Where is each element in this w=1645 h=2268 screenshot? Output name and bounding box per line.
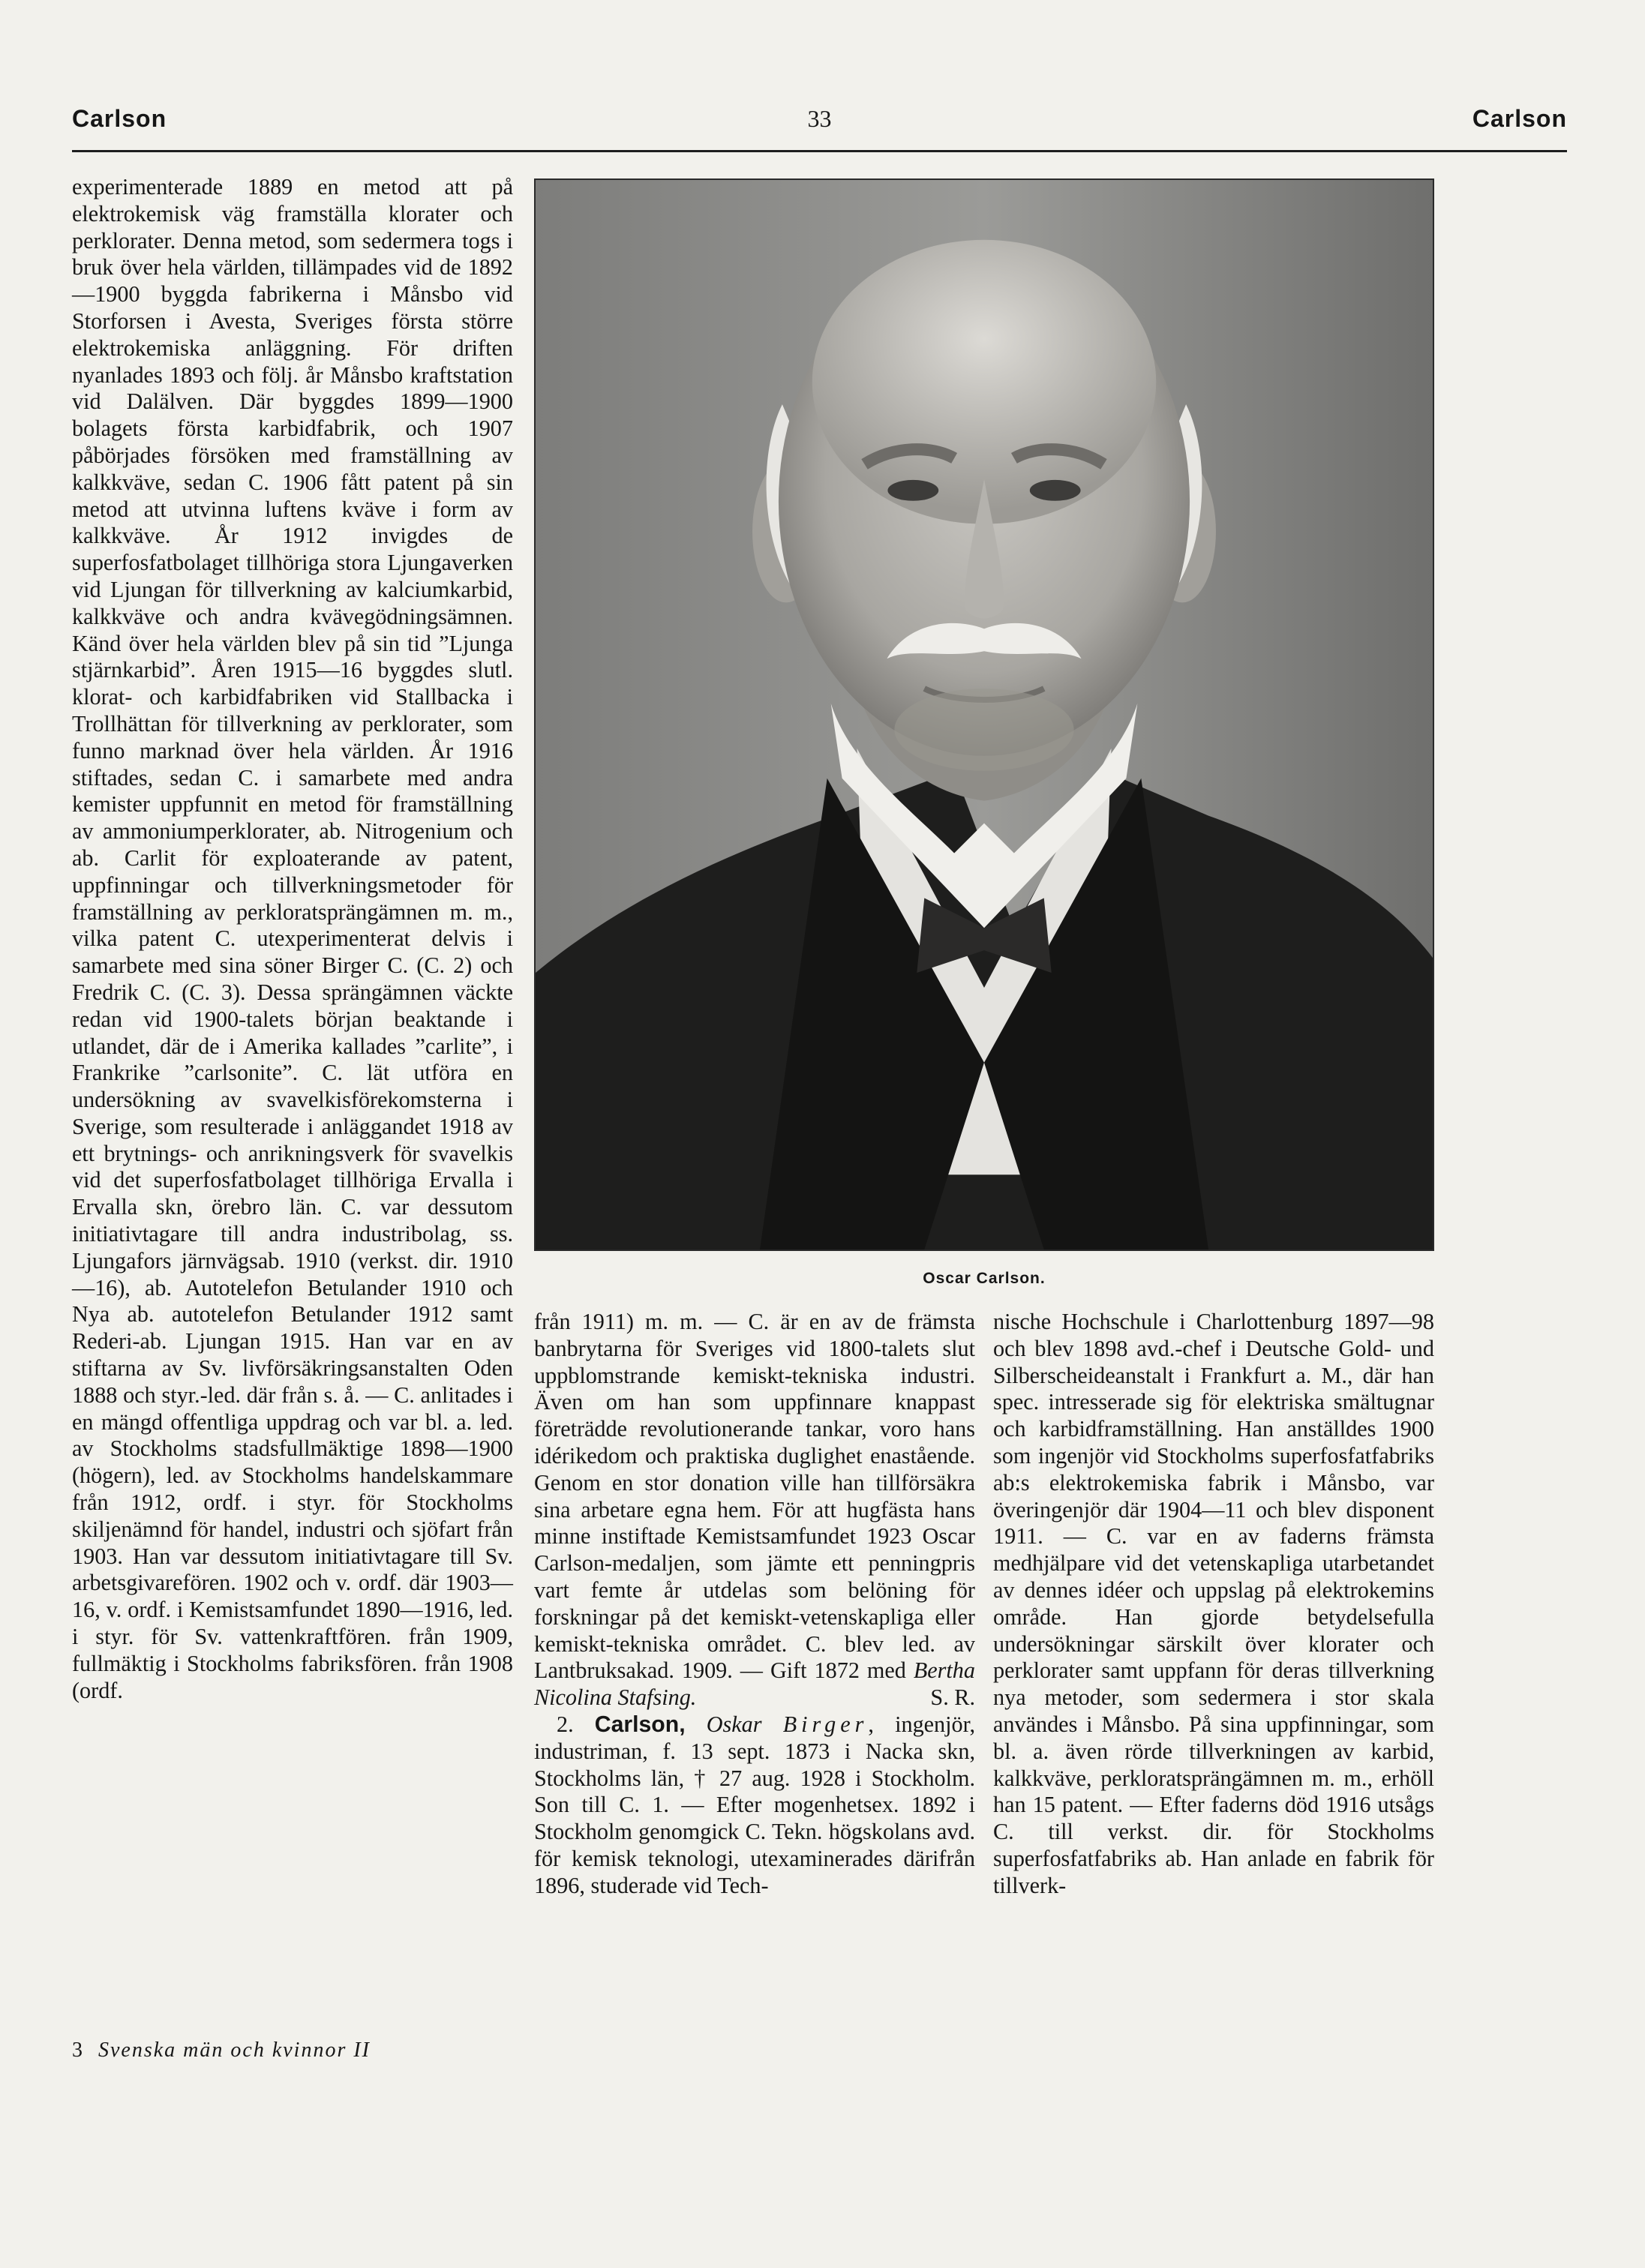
paragraph: nische Hochschule i Charlottenburg 1897—98 och blev 1898 avd.-chef i Deutsche Gold- und Silberscheideanstalt i Frankfurt a. M., där han spec. intresserade sig för elektriska smältugnar och karbidframställning. Han anställdes 1900 som ingenjör vid Stockholms superfosfatfabriks ab:s elektrokemiska fabrik i Månsbo, var överingenjör där 1904—11 och blev disponent 1911. — C. var en av faderns främsta medhjälpare vid det vetenskapliga utarbetandet av dennes idéer och uppslag på elektrokemins område. Han gjorde betydelsefulla undersökningar särskilt över klorater och perklorater samt uppfann för deras tillverkning nya metoder, som sedermera i stor skala användes i Månsbo. På sina uppfinningar, som bl. a. även rörde tillverkningen av karbid, kalkkväve, perkloratsprängämnen m. m., erhöll han 15 patent. — Efter faderns död 1916 utsågs C. till verkst. dir. för Stockholms superfosfatfabriks ab. Han anlade en fabrik för tillverk-: [993, 1309, 1434, 1898]
text-column-right: [993, 1309, 1434, 1900]
sheet-signature: [72, 2038, 371, 2062]
entry-number: 2.: [557, 1711, 574, 1737]
entry-text: , ingenjör, industriman, f. 13 sept. 1873 i Nacka skn, Stockholms län, † 27 aug. 1928 i Stockholm. Son till C. 1. — Efter mogenhetsex. 1892 i Stockholm genomgick C. Tekn. högskolans avd. för kemisk teknologi, utexaminerades därifrån 1896, studerade vid Tech-: [534, 1711, 976, 1898]
text-column-middle: [534, 1309, 975, 1900]
running-head-right: Carlson: [1472, 105, 1567, 132]
page-number: 33: [807, 105, 832, 132]
signature-mark: 3: [72, 2038, 83, 2062]
paragraph: [534, 1309, 975, 1712]
entry-given-name: Oskar: [706, 1711, 762, 1737]
running-head-left: Carlson: [72, 105, 167, 132]
paragraph-text: från 1911) m. m. — C. är en av de främsta banbrytarna för Sveriges vid 1800-talets slut uppblomstrande kemiskt-tekniska industri. Även om han som uppfinnare knappast företrädde revolutionerande tankar, voro hans idérikedom och praktiska duglighet enastående. Genom en stor donation ville han tillförsäkra sina arbetare egna hem. För att hugfästa hans minne instiftade Kemistsamfundet 1923 Oscar Carlson-medaljen, som jämte ett penningpris vart femte år utdelas som belöning för forskningar på det kemiskt-vetenskapliga eller kemiskt-tekniska området. C. blev led. av Lantbruksakad. 1909. — Gift 1872 med: [534, 1309, 975, 1684]
author-signature: S. R.: [930, 1684, 975, 1711]
spouse-name: Bertha Nicolina Stafsing.: [534, 1658, 975, 1711]
portrait-photo: [534, 178, 1434, 1251]
portrait-caption: Oscar Carlson.: [923, 1270, 1046, 1287]
running-head: [72, 105, 1567, 150]
entry-2: [534, 1712, 975, 1900]
header-rule: [72, 150, 1567, 152]
entry-called-name: Birger: [782, 1711, 869, 1737]
text-column-left: [72, 174, 513, 1704]
paragraph: experimenterade 1889 en metod att på elektrokemisk väg framställa klorater och perklorater. Denna metod, som sedermera togs i bruk över hela världen, tillämpades vid de 1892—1900 byggda fabrikerna i Månsbo vid Storforsen i Avesta, Sveriges första större elektrokemiska anläggning. För driften nyanlades 1893 och följ. år Månsbo kraftstation vid Dalälven. Där byggdes 1899—1900 bolagets första karbidfabrik, och 1907 påbörjades försöken med framställning av kalkkväve, sedan C. 1906 fått patent på sin metod att utvinna luftens kväve i form av kalkkväve. År 1912 invigdes de superfosfatbolaget tillhöriga stora Ljungaverken vid Ljungan för tillverkning av kalciumkarbid, kalkkväve och andra kvävegödningsämnen. Känd över hela världen blev på sin tid ”Ljunga stjärnkarbid”. Åren 1915—16 byggdes slutl. klorat- och karbidfabriken vid Stallbacka i Trollhättan för tillverkning av perklorater, som funno marknad över hela världen. År 1916 stiftades, sedan C. i samarbete med andra kemister uppfunnit en metod för framställning av ammoniumperklorater, ab. Nitrogenium och ab. Carlit för exploaterande av patent, uppfinningar och tillverkningsmetoder för framställning av perkloratsprängämnen m. m., vilka patent C. utexperimenterat delvis i samarbete med sina söner Birger C. (C. 2) och Fredrik C. (C. 3). Dessa sprängämnen väckte redan vid 1900-talets början beaktande i utlandet, där de i Amerika kallades ”carlite”, i Frankrike ”carlsonite”. C. lät utföra en undersökning av svavelkisförekomsterna i Sverige, som resulterade i anläggandet 1918 av ett brytnings- och anrikningsverk för svavelkis vid det superfosfatbolaget tillhöriga Ervalla i Ervalla skn, örebro län. C. var dessutom initiativtagare till andra industribolag, ss. Ljungafors järnvägsab. 1910 (verkst. dir. 1910—16), ab. Autotelefon Betulander 1910 och Nya ab. autotelefon Betulander 1912 samt Rederi-ab. Ljungan 1915. Han var en av stiftarna av Sv. livförsäkringsanstalten Oden 1888 och styr.-led. där från s. å. — C. anlitades i en mängd offentliga uppdrag och var bl. a. led. av Stockholms stadsfullmäktige 1898—1900 (högern), led. av Stockholms handelskammare från 1912, ordf. i styr. för Stockholms skiljenämnd för handel, industri och sjöfart från 1903. Han var dessutom initiativtagare till Sv. arbetsgivarefören. 1902 och v. ordf. där 1903—16, v. ordf. i Kemistsamfundet 1890—1916, led. i styr. för Sv. vattenkraftfören. från 1909, fullmäktig i Stockholms fabriksfören. från 1908 (ordf.: [72, 174, 513, 1703]
entry-surname: Carlson,: [594, 1712, 686, 1737]
volume-title: Svenska män och kvinnor II: [98, 2038, 371, 2062]
